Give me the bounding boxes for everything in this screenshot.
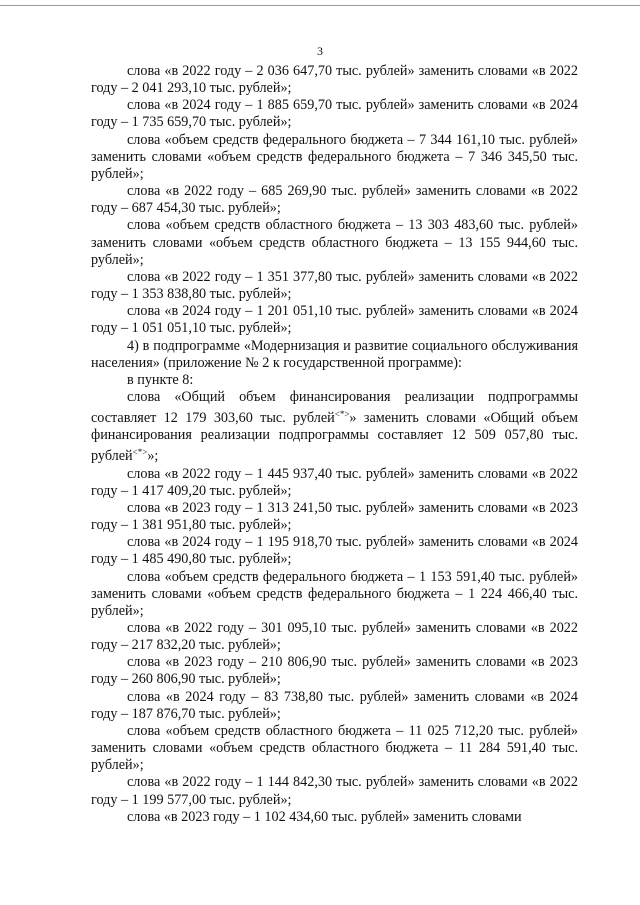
page-number: 3 [317,44,323,58]
footnote-reference: <*> [132,447,148,458]
paragraph: слова «объем средств областного бюджета – 13 303 483,60 тыс. рублей» заменить словами «объем средств областного бюджета – 13 155 944,60 тыс. рублей»; [91,217,578,268]
paragraph-text-part: слова «Общий объем финансирования реализации подпрограммы составляет 12 179 303,60 тыс. рублей [91,388,578,427]
paragraph: слова «в 2024 году – 83 738,80 тыс. рублей» заменить словами «в 2024 году – 187 876,70 тыс. рублей»; [91,688,578,722]
paragraph: слова «объем средств федерального бюджета – 1 153 591,40 тыс. рублей» заменить словами «объем средств федерального бюджета – 1 224 466,40 тыс. рублей»; [91,568,578,619]
paragraph: слова «в 2022 году – 1 144 842,30 тыс. рублей» заменить словами «в 2022 году – 1 199 577,00 тыс. рублей»; [91,774,578,808]
document-body [91,63,578,826]
paragraph-item-reference: в пункте 8: [127,371,194,388]
paragraph: слова «в 2022 году – 685 269,90 тыс. рублей» заменить словами «в 2022 году – 687 454,30 тыс. рублей»; [91,183,578,217]
paragraph-total-financing [91,389,578,466]
paragraph-subprogram-heading: 4) в подпрограмме «Модернизация и развитие социального обслуживания населения» (приложение № 2 к государственной программе): [91,337,578,371]
paragraph: слова «в 2023 году – 1 102 434,60 тыс. рублей» заменить словами [127,808,522,825]
paragraph: слова «в 2022 году – 1 445 937,40 тыс. рублей» заменить словами «в 2022 году – 1 417 409,20 тыс. рублей»; [91,465,578,499]
paragraph: слова «в 2022 году – 1 351 377,80 тыс. рублей» заменить словами «в 2022 году – 1 353 838,80 тыс. рублей»; [91,268,578,303]
paragraph: слова «в 2024 году – 1 885 659,70 тыс. рублей» заменить словами «в 2024 году – 1 735 659,70 тыс. рублей»; [91,97,578,131]
paragraph-text-part: »; [147,448,159,465]
footnote-reference: <*> [334,409,350,420]
paragraph: слова «в 2024 году – 1 195 918,70 тыс. рублей» заменить словами «в 2024 году – 1 485 490,80 тыс. рублей»; [91,534,578,568]
paragraph: слова «объем средств областного бюджета – 11 025 712,20 тыс. рублей» заменить словами «объем средств областного бюджета – 11 284 591,40 тыс. рублей»; [91,722,578,774]
paragraph: слова «в 2023 году – 1 313 241,50 тыс. рублей» заменить словами «в 2023 году – 1 381 951,80 тыс. рублей»; [91,499,578,534]
paragraph-text-part: » заменить словами «Общий объем финансирования реализации подпрограммы составляет 12 509 057,80 тыс. рублей [91,410,578,465]
paragraph: слова «в 2022 году – 301 095,10 тыс. рублей» заменить словами «в 2022 году – 217 832,20 тыс. рублей»; [91,620,578,654]
paragraph: слова «в 2024 году – 1 201 051,10 тыс. рублей» заменить словами «в 2024 году – 1 051 051,10 тыс. рублей»; [91,303,578,337]
paragraph: слова «в 2023 году – 210 806,90 тыс. рублей» заменить словами «в 2023 году – 260 806,90 тыс. рублей»; [91,654,578,688]
paragraph: слова «объем средств федерального бюджета – 7 344 161,10 тыс. рублей» заменить словами «объем средств федерального бюджета – 7 346 345,50 тыс. рублей»; [91,131,578,182]
page-top-edge [0,5,640,6]
paragraph: слова «в 2022 году – 2 036 647,70 тыс. рублей» заменить словами «в 2022 году – 2 041 293,10 тыс. рублей»; [91,63,578,97]
